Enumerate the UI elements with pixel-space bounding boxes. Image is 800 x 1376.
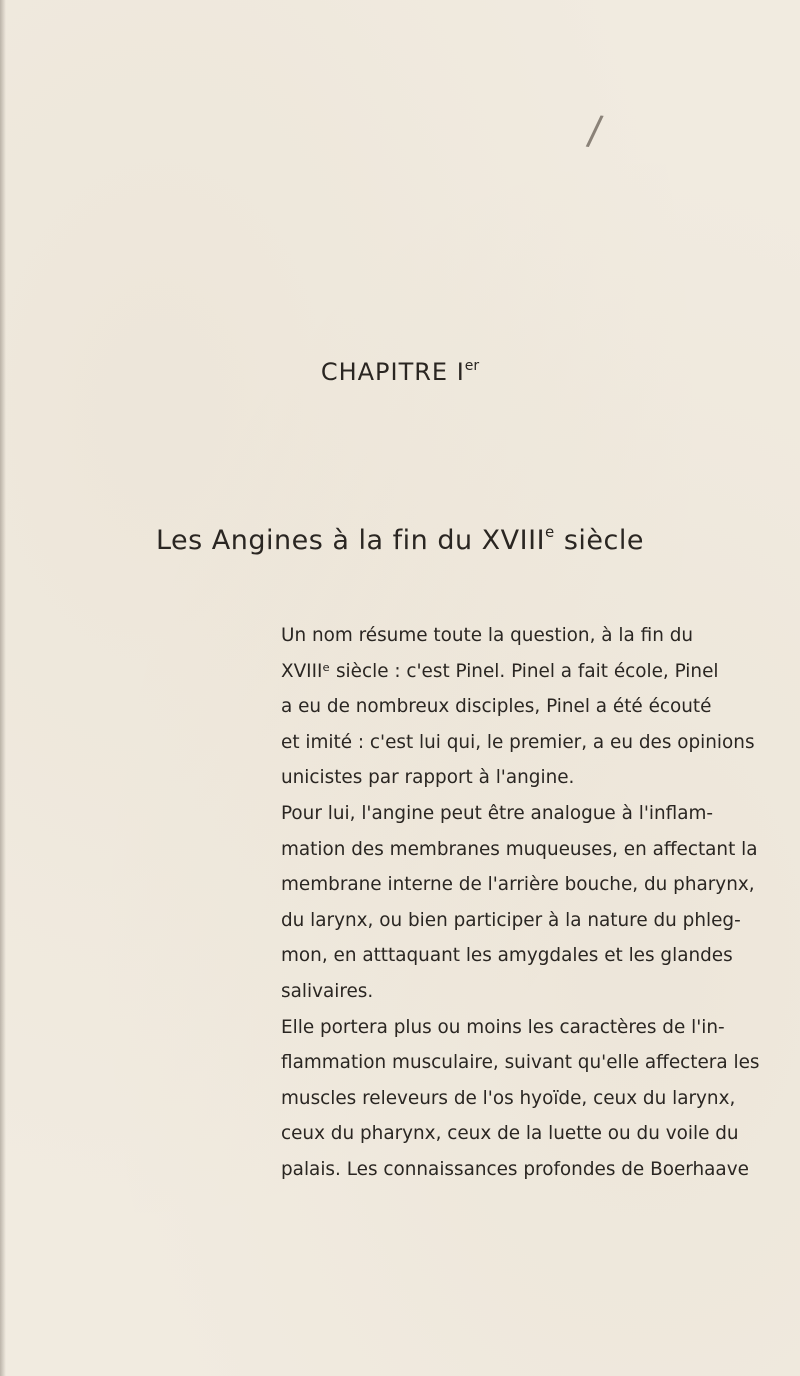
stray-pencil-mark: /	[584, 107, 605, 155]
text-line: unicistes par rapport à l'angine.	[281, 767, 575, 789]
text-line: mation des membranes muqueuses, en affectant la	[281, 838, 758, 860]
paragraph-2	[247, 796, 758, 1010]
text-line: ceux du pharynx, ceux de la luette ou du voile du	[281, 1123, 739, 1145]
text-line: membrane interne de l'arrière bouche, du pharynx,	[281, 874, 755, 896]
text-line: du larynx, ou bien participer à la nature du phleg-	[281, 909, 741, 931]
text-line: Pour lui, l'angine peut être analogue à l'inflam-	[281, 802, 714, 824]
paragraph-3	[247, 1010, 760, 1188]
chapter-heading	[0, 358, 800, 386]
body-text	[247, 618, 760, 1188]
text-line: flammation musculaire, suivant qu'elle affectera les	[281, 1052, 760, 1074]
chapter-title-suffix: siècle	[554, 525, 645, 556]
chapter-title-superscript: e	[545, 523, 555, 541]
chapter-title-prefix: Les Angines à la fin du XVIII	[155, 525, 546, 556]
text-line: Elle portera plus ou moins les caractères de l'in-	[281, 1016, 725, 1038]
text-line: et imité : c'est lui qui, le premier, a eu des opinions	[281, 731, 755, 753]
text-line: Un nom résume toute la question, à la fin du	[281, 625, 694, 646]
page-edge-shadow	[0, 0, 6, 1376]
chapter-heading-text: CHAPITRE I	[320, 358, 465, 386]
text-line: muscles releveurs de l'os hyoïde, ceux du larynx,	[281, 1087, 736, 1109]
text-line: palais. Les connaissances profondes de Boerhaave	[281, 1158, 749, 1180]
text-line: mon, en atttaquant les amygdales et les glandes	[281, 945, 733, 967]
chapter-heading-superscript: er	[464, 358, 480, 374]
text-line: XVIIIᵉ siècle : c'est Pinel. Pinel a fait école, Pinel	[281, 660, 719, 682]
text-line: salivaires.	[281, 980, 374, 1002]
chapter-title	[0, 523, 800, 556]
text-line: a eu de nombreux disciples, Pinel a été écouté	[281, 696, 712, 718]
paragraph-1	[247, 618, 755, 796]
